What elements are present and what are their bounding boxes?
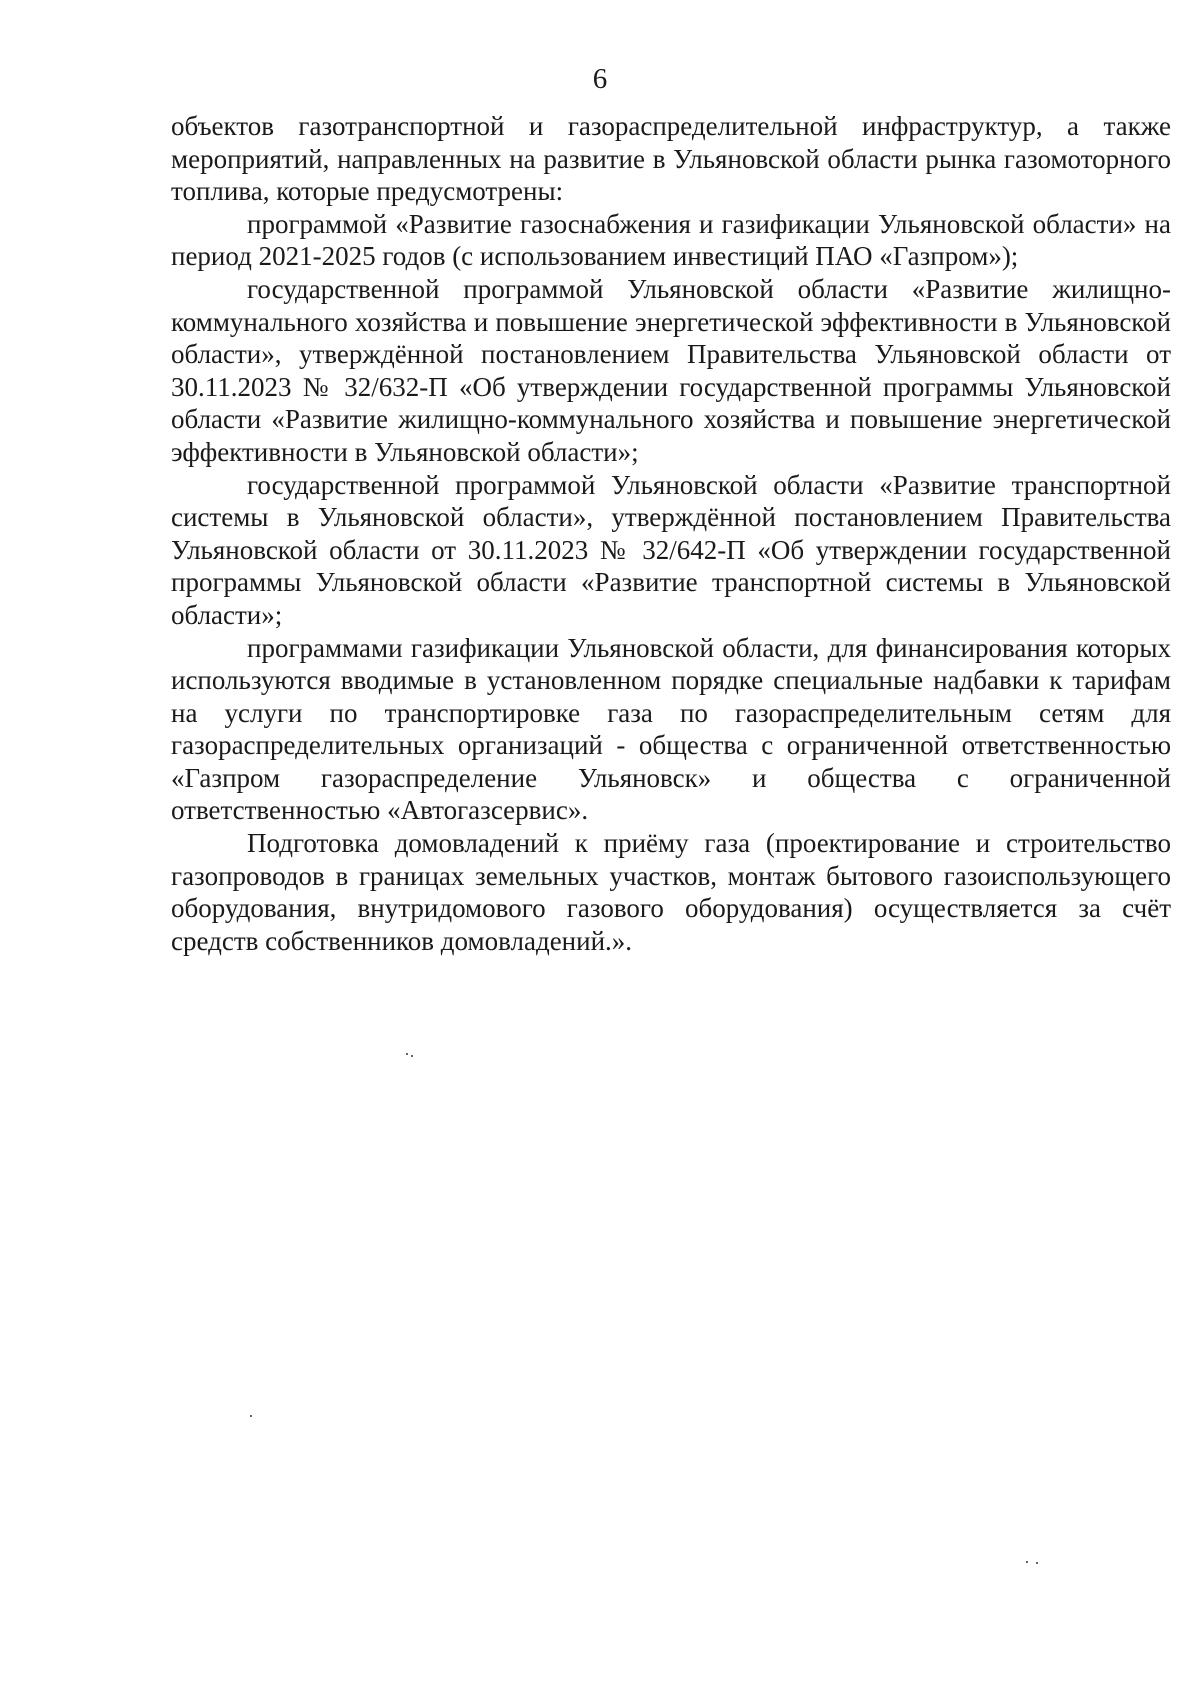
paragraph-continuation: объектов газотранспортной и газораспределительной инфраструктур, а также мероприятий, направленных на развитие в Ульяновской области рынка газомоторного топлива, которые предусмотрены: [171, 111, 1171, 207]
scan-speck [1036, 1562, 1038, 1564]
paragraph-household-preparation: Подготовка домовладений к приёму газа (проектирование и строительство газопроводов в границах земельных участков, монтаж бытового газоиспользующего оборудования, внутридомового газового оборудования) осуществляется за счёт средств собственников домовладений.». [171, 828, 1171, 956]
scan-speck [406, 1053, 408, 1055]
paragraph-gas-supply-program: программой «Развитие газоснабжения и газификации Ульяновской области» на период 2021-2025 годов (с использованием инвестиций ПАО «Газпром»); [171, 208, 1171, 272]
document-body [171, 110, 1171, 957]
paragraph-transport-program: государственной программой Ульяновской области «Развитие транспортной системы в Ульяновской области», утверждённой постановлением Правительства Ульяновской области от 30.11.2023 № 32/642-П «Об утверждении государственной программы Ульяновской области «Развитие транспортной системы в Ульяновской области»; [171, 469, 1171, 630]
paragraph-gasification-programs: программами газификации Ульяновской области, для финансирования которых используются вводимые в установленном порядке специальные надбавки к тарифам на услуги по транспортировке газа по газораспределительным сетям для газораспределительных организаций - общества с ограниченной ответственностью «Газпром газораспределение Ульяновск» и общества с ограниченной ответственностью «Автогазсервис». [171, 632, 1171, 826]
scan-speck [250, 1415, 252, 1417]
page-number: 6 [592, 63, 608, 95]
scan-speck [1026, 1561, 1028, 1563]
scan-speck [411, 1055, 413, 1057]
paragraph-housing-program: государственной программой Ульяновской области «Развитие жилищно-коммунального хозяйства и повышение энергетической эффективности в Ульяновской области», утверждённой постановлением Правительства Ульяновской области от 30.11.2023 № 32/632-П «Об утверждении государственной программы Ульяновской области «Развитие жилищно-коммунального хозяйства и повышение энергетической эффективности в Ульяновской области»; [171, 273, 1171, 467]
